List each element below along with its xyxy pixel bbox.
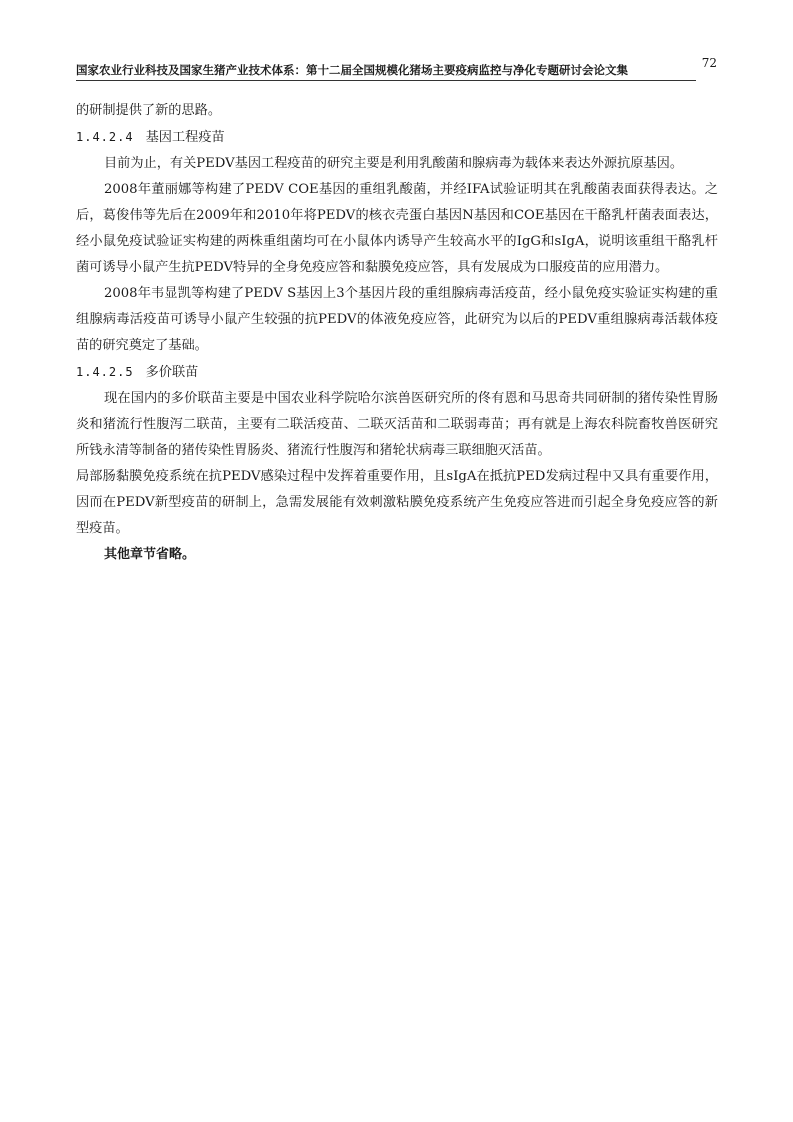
paragraph: 2008年韦显凯等构建了PEDV S基因上3个基因片段的重组腺病毒活疫苗，经小鼠免疫实验证实构建的重组腺病毒活疫苗可诱导小鼠产生较强的抗PEDV的体液免疫应答，此研究为以后的PEDV重组腺病毒活载体疫苗的研究奠定了基础。 xyxy=(76,286,718,353)
continuation-paragraph: 的研制提供了新的思路。 xyxy=(76,103,222,118)
page-number: 72 xyxy=(701,56,717,70)
section-number: 1.4.2.5 xyxy=(76,365,134,379)
document-body xyxy=(76,98,718,568)
section-heading-genetic-vaccine xyxy=(76,124,718,151)
paragraph: 2008年董丽娜等构建了PEDV COE基因的重组乳酸菌，并经IFA试验证明其在乳酸菌表面获得表达。之后，葛俊伟等先后在2009年和2010年将PEDV的核衣壳蛋白基因N基因和COE基因在干酪乳杆菌表面表达，经小鼠免疫试验证实构建的两株重组菌均可在小鼠体内诱导产生较高水平的IgG和sIgA，说明该重组干酪乳杆菌可诱导小鼠产生抗PEDV特异的全身免疫应答和黏膜免疫应答，具有发展成为口服疫苗的应用潜力。 xyxy=(76,182,718,275)
section-number: 1.4.2.4 xyxy=(76,130,134,144)
paragraph: 目前为止，有关PEDV基因工程疫苗的研究主要是利用乳酸菌和腺病毒为载体来表达外源抗原基因。 xyxy=(104,156,684,171)
running-header xyxy=(76,56,717,82)
section-title: 多价联苗 xyxy=(145,365,199,380)
paragraph: 局部肠黏膜免疫系统在抗PEDV感染过程中发挥着重要作用，且sIgA在抵抗PED发病过程中又具有重要作用，因而在PEDV新型疫苗的研制上，急需发展能有效刺激粘膜免疫系统产生免疫应答进而引起全身免疫应答的新型疫苗。 xyxy=(76,469,718,536)
section-heading-multivalent-vaccine xyxy=(76,359,718,386)
paragraph: 现在国内的多价联苗主要是中国农业科学院哈尔滨兽医研究所的佟有恩和马思奇共同研制的猪传染性胃肠炎和猪流行性腹泻二联苗，主要有二联活疫苗、二联灭活苗和二联弱毒苗；再有就是上海农科院畜牧兽医研究所钱永清等制备的猪传染性胃肠炎、猪流行性腹泻和猪轮状病毒三联细胞灭活苗。 xyxy=(76,391,718,458)
header-rule xyxy=(76,80,696,81)
closing-note: 其他章节省略。 xyxy=(104,547,196,562)
running-header-title: 国家农业行业科技及国家生猪产业技术体系：第十二届全国规模化猪场主要疫病监控与净化专题研讨会论文集 xyxy=(76,63,628,77)
section-title: 基因工程疫苗 xyxy=(145,130,225,145)
